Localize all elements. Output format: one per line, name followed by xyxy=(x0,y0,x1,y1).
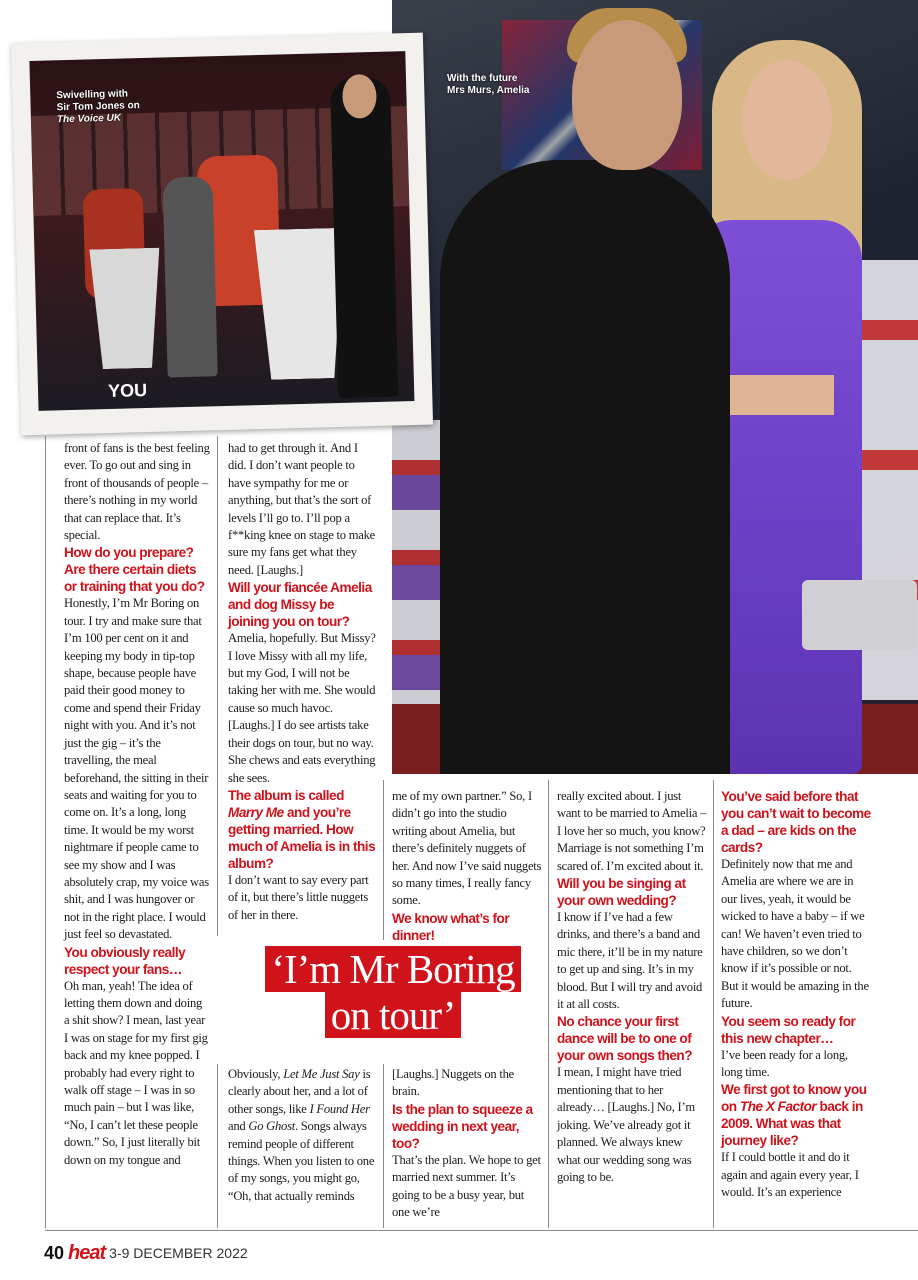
column-rule-4 xyxy=(713,780,714,1228)
column-4 xyxy=(557,788,707,1186)
magazine-logo: heat xyxy=(68,1241,106,1264)
inset-caption xyxy=(56,88,140,126)
col2-question-2-c: and you’re getting married. How much of Amelia is in this album? xyxy=(228,804,376,871)
inset-caption-line1: Swivelling with xyxy=(56,88,129,102)
hero-caption xyxy=(447,73,529,97)
col2b-paragraph-1 xyxy=(228,1066,378,1205)
col5-paragraph-2: I’ve been ready for a long, long time. xyxy=(721,1047,848,1080)
col5-question-2: You seem so ready for this new chapter… xyxy=(721,1013,856,1046)
inset-photo-frame xyxy=(11,33,433,436)
man-face xyxy=(572,20,682,170)
hero-caption-line2: Mrs Murs, Amelia xyxy=(447,85,530,96)
col1-question-1: How do you prepare? Are there certain diets or training that you do? xyxy=(64,545,205,595)
page-footer xyxy=(44,1238,248,1268)
col3b-question-1: Is the plan to squeeze a wedding in next year, too? xyxy=(392,1101,533,1151)
column-1 xyxy=(64,440,210,1169)
woman-midriff xyxy=(714,375,834,415)
column-5 xyxy=(721,788,871,1202)
console-left xyxy=(89,248,162,370)
seated-coach xyxy=(163,176,218,377)
col4-question-2: No chance your first dance will be to one of your own songs then? xyxy=(557,1014,692,1064)
column-rule-2b xyxy=(383,1064,384,1228)
col5-paragraph-1: Definitely now that me and Amelia are where we are in our lives, yeah, it would be wicked to have a baby – if we can! We haven’t even tried to have children, so we don’t know if it’s possible or not. But it would be amazing in the future. xyxy=(721,857,869,1011)
col5-paragraph-3: If I could bottle it and do it again and again every year, I would. It’s an experience xyxy=(721,1150,859,1200)
col5-question-3 xyxy=(721,1081,871,1149)
col4-question-1: Will you be singing at your own wedding? xyxy=(557,876,686,909)
col1-paragraph-1: front of fans is the best feeling ever. To go out and sing in front of thousands of people – there’s nothing in my world that can replace that. It’s special. xyxy=(64,441,210,543)
column-2-bottom xyxy=(228,1066,378,1205)
silver-clutch-bag xyxy=(802,580,917,650)
column-rule-2 xyxy=(383,780,384,940)
col1-paragraph-3: Oh man, yeah! The idea of letting them down and doing a shit show? I mean, last year I was on stage for my first gig back and my knee popped. I probably had every right to walk off stage – I was in so much pain – but I was like, “No, I can’t let these people down.” So, I just literally bit down on my tongue and xyxy=(64,978,208,1167)
col1-paragraph-2: Honestly, I’m Mr Boring on tour. I try and make sure that I’m 100 per cent on it and keeping my body in tip-top shape, because people have paid their good money to come and spend their Friday night with you. And it’s not just the gig – it’s the travelling, the meal beforehand, the sitting in their seats and waiting for you to come on. It’s a long, long time. It would be my worst nightmare if people came to see my show and I was absolutely crap, my voice was shit, and I was hungover or not in the right place. I would just feel so devastated. xyxy=(64,596,209,942)
col2b-text-a: Obviously, xyxy=(228,1067,284,1081)
col4-paragraph-1: really excited about. I just want to be married to Amelia – I love her so much, you know? Marriage is not something I’m scared of. I’m excited about it. xyxy=(557,789,707,873)
col2-question-2-title: Marry Me xyxy=(228,804,284,820)
col2-paragraph-2: Amelia, hopefully. But Missy? I love Missy with all my life, but my God, I will not be taking her with me. She would cause so much havoc. [Laughs.] I do see artists take their dogs on tour, but no way. She chews and eats everything she sees. xyxy=(228,631,376,785)
hero-caption-line1: With the future xyxy=(447,73,518,84)
woman-face xyxy=(742,60,832,180)
col2b-song-2: I Found Her xyxy=(309,1101,370,1116)
col3b-paragraph-2: That’s the plan. We hope to get married next summer. It’s going to be a busy year, but one we’re xyxy=(392,1152,541,1220)
col2b-text-g: . Songs always remind people of different things. When you listen to one of my songs, you might go, “Oh, that actually reminds xyxy=(228,1119,375,1203)
col2b-text-c: is clearly about her, and a lot of other songs, like xyxy=(228,1067,371,1116)
column-rule-left xyxy=(45,436,46,1228)
column-rule-3 xyxy=(548,780,549,1228)
col4-paragraph-3: I mean, I might have tried mentioning that to her already… [Laughs.] No, I’m joking. We’ve already got it planned. We always knew what our wedding song was going to be. xyxy=(557,1065,695,1184)
col3-question-1: We know what’s for dinner! xyxy=(392,910,510,943)
pull-quote-line2: on tour’ xyxy=(325,992,461,1038)
stage-sign-text: YOU xyxy=(107,380,148,402)
standing-coach xyxy=(330,77,398,398)
col3-paragraph-1: me of my own partner.” So, I didn’t go into the studio writing about Amelia, but there’s definitely nuggets of her. And now I’ve said nuggets so many times, I really fancy some. xyxy=(392,789,542,908)
inset-photo-the-voice xyxy=(29,51,414,411)
pull-quote xyxy=(250,946,536,1056)
col4-paragraph-2: I know if I’ve had a few drinks, and there’s a band and mic there, it’ll be in my nature to get up and sing. It’s in my blood. But I will try and avoid it at all costs. xyxy=(557,910,703,1012)
pull-quote-line1: ‘I’m Mr Boring xyxy=(265,946,520,992)
column-2 xyxy=(228,440,378,924)
column-3-bottom xyxy=(392,1066,542,1221)
page-number: 40 xyxy=(44,1242,65,1263)
col2-question-2 xyxy=(228,787,378,872)
col2-paragraph-3: I don’t want to say every part of it, but there’s little nuggets of her in there. xyxy=(228,872,369,922)
col5-question-1: You’ve said before that you can’t wait to become a dad – are kids on the cards? xyxy=(721,789,871,855)
inset-caption-line2: Sir Tom Jones on xyxy=(56,100,140,114)
col2-paragraph-1: had to get through it. And I did. I don’t want people to have sympathy for me or anything, but that’s the sort of levels I’ll go to. I’ll pop a f**king knee on stage to make sure my fans get what they need. [Laughs.] xyxy=(228,441,375,577)
column-3 xyxy=(392,788,542,944)
col1-question-2: You obviously really respect your fans… xyxy=(64,944,186,977)
inset-caption-line3: The Voice UK xyxy=(56,112,122,126)
issue-date: 3-9 DECEMBER 2022 xyxy=(109,1245,248,1261)
hero-photo-couple xyxy=(392,0,918,774)
black-suit xyxy=(440,160,730,774)
event-backdrop-left xyxy=(392,420,442,720)
col2-question-2-a: The album is called xyxy=(228,787,344,803)
col5-question-3-show: The X Factor xyxy=(739,1099,817,1115)
column-rule-1b xyxy=(217,1064,218,1228)
col2-question-1: Will your fiancée Amelia and dog Missy be joining you on tour? xyxy=(228,580,372,630)
col5-question-3-c: back in 2009. What was that journey like? xyxy=(721,1099,863,1149)
col2b-text-e: and xyxy=(228,1119,249,1134)
col2b-song-1: Let Me Just Say xyxy=(283,1067,360,1081)
col5-question-3-a: We first got to know you on xyxy=(721,1082,867,1115)
col2b-song-3: Go Ghost xyxy=(248,1119,295,1134)
column-rule-1 xyxy=(217,436,218,936)
col3b-paragraph-1: [Laughs.] Nuggets on the brain. xyxy=(392,1067,515,1099)
footer-rule xyxy=(45,1230,918,1231)
